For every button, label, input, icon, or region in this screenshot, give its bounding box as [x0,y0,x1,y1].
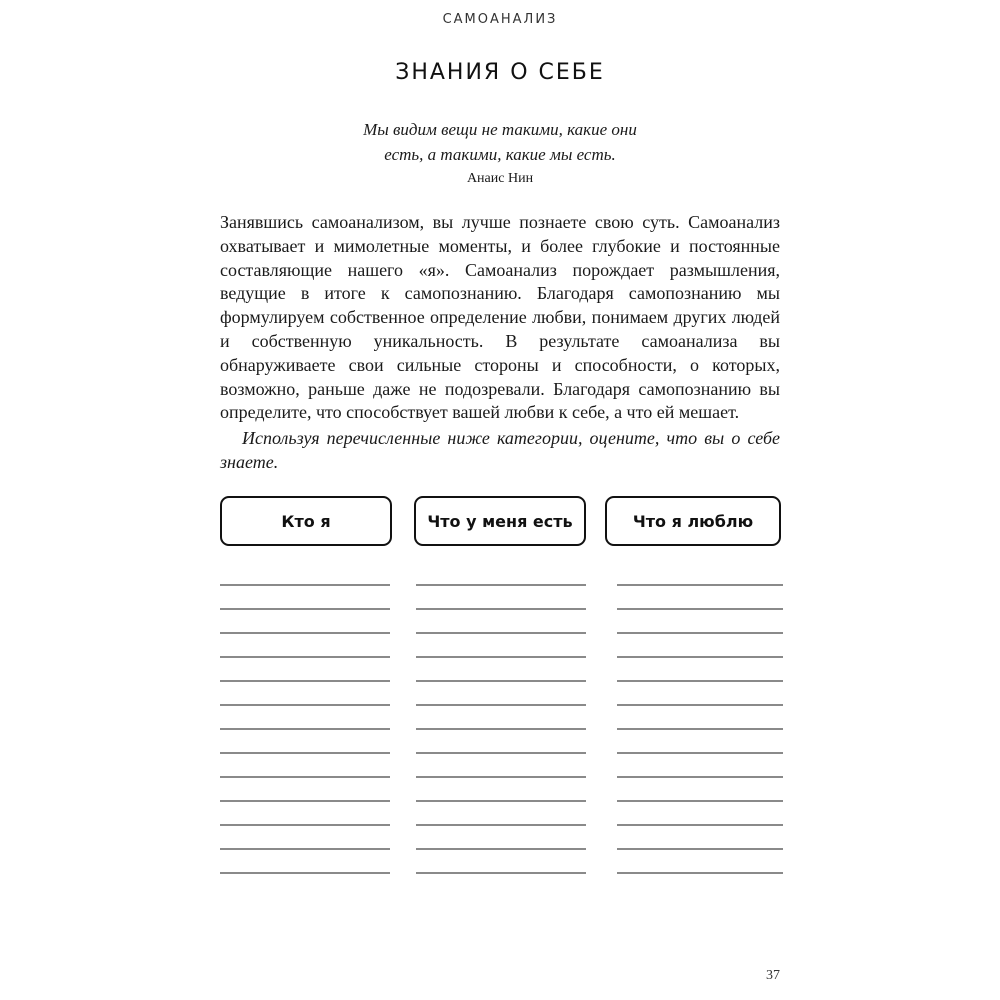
writing-line[interactable] [617,872,783,874]
writing-line[interactable] [220,728,390,730]
writing-line[interactable] [416,704,586,706]
writing-line[interactable] [220,752,390,754]
body-text [220,211,780,475]
page-number: 37 [766,968,780,983]
writing-line[interactable] [220,848,390,850]
writing-line[interactable] [416,752,586,754]
writing-line[interactable] [416,776,586,778]
writing-line[interactable] [617,776,783,778]
running-head: САМОАНАЛИЗ [442,12,558,27]
writing-line[interactable] [220,632,390,634]
writing-line[interactable] [220,800,390,802]
writing-line[interactable] [617,800,783,802]
writing-line[interactable] [416,872,586,874]
writing-lines-column-what-i-have[interactable] [416,584,586,896]
writing-line[interactable] [416,680,586,682]
writing-line[interactable] [617,656,783,658]
page-title: ЗНАНИЯ О СЕБЕ [395,60,605,85]
writing-lines-column-what-i-love[interactable] [617,584,783,896]
writing-line[interactable] [220,704,390,706]
writing-line[interactable] [617,728,783,730]
writing-line[interactable] [416,584,586,586]
writing-line[interactable] [617,584,783,586]
category-box-what-i-have: Что у меня есть [414,496,586,546]
writing-line[interactable] [617,680,783,682]
writing-line[interactable] [220,680,390,682]
writing-line[interactable] [416,800,586,802]
writing-line[interactable] [617,848,783,850]
writing-line[interactable] [220,872,390,874]
epigraph [0,117,1000,187]
writing-line[interactable] [416,656,586,658]
instruction-text: Используя перечисленные ниже категории, оцените, что вы о себе знаете. [220,428,780,472]
writing-line[interactable] [416,728,586,730]
category-box-what-i-love: Что я люблю [605,496,781,546]
writing-line[interactable] [416,608,586,610]
writing-lines-column-who-i-am[interactable] [220,584,390,896]
category-box-who-i-am: Кто я [220,496,392,546]
writing-line[interactable] [416,632,586,634]
writing-line[interactable] [220,584,390,586]
epigraph-quote-line-2: есть, а такими, какие мы есть. [384,145,616,164]
writing-line[interactable] [617,632,783,634]
writing-line[interactable] [416,824,586,826]
writing-line[interactable] [617,608,783,610]
writing-line[interactable] [617,704,783,706]
main-paragraph: Занявшись самоанализом, вы лучше познаете свою суть. Самоанализ охватывает и мимолетные моменты, и более глубокие и постоянные составляющие нашего «я». Самоанализ порождает размышления, ведущие в итоге к самопознанию. Благодаря самопознанию мы формулируем собственное определение любви, понимаем других людей и собственную уникальность. В результате самоанализа вы обнаруживаете свои сильные стороны и способности, о которых, возможно, раньше даже не подозревали. Благодаря самопознанию вы определите, что способствует вашей любви к себе, а что ей мешает. [220,212,780,423]
writing-line[interactable] [220,776,390,778]
writing-line[interactable] [220,608,390,610]
epigraph-author: Анаис Нин [466,171,534,186]
writing-line[interactable] [617,824,783,826]
epigraph-quote-line-1: Мы видим вещи не такими, какие они [363,120,637,139]
writing-line[interactable] [416,848,586,850]
writing-line[interactable] [220,824,390,826]
writing-line[interactable] [220,656,390,658]
writing-line[interactable] [617,752,783,754]
